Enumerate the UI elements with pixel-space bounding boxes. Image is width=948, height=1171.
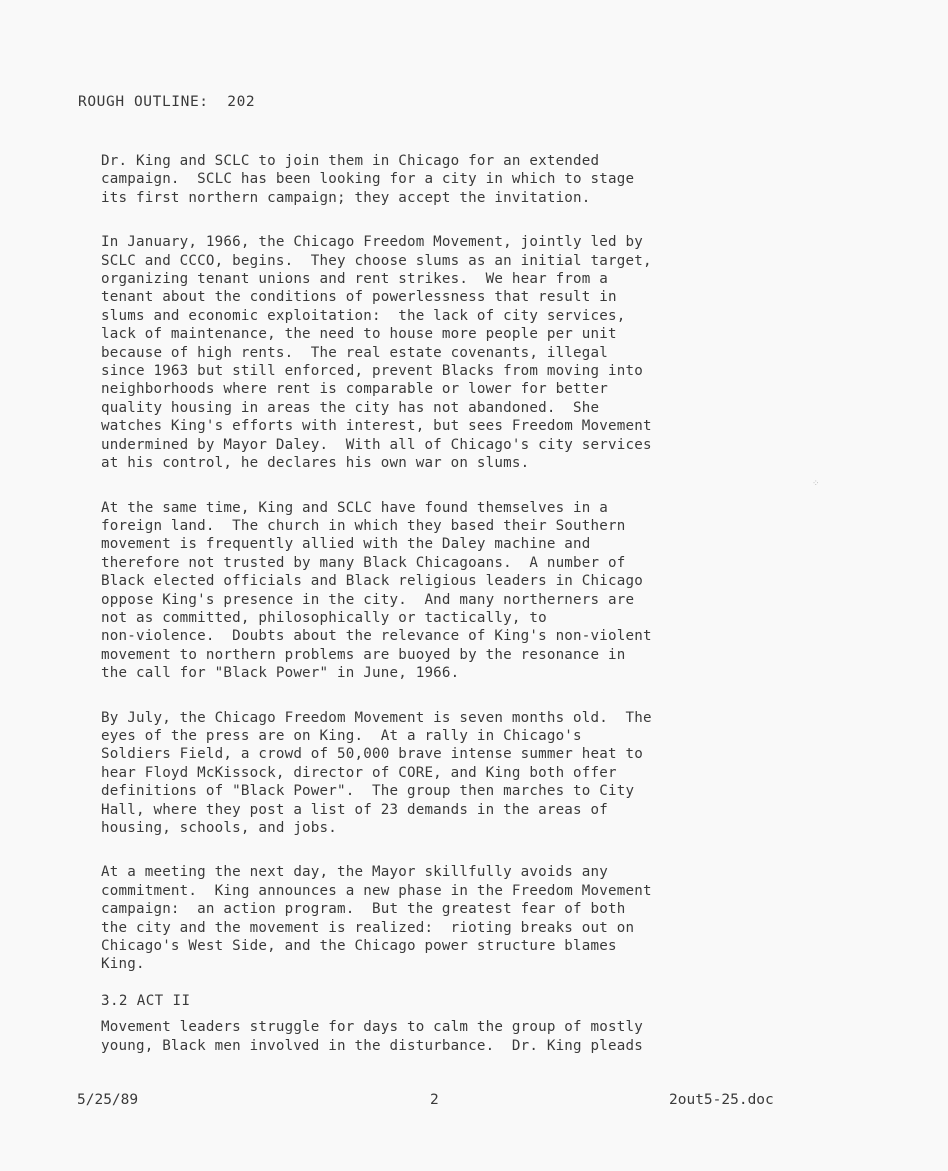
scan-speck-mark: ⁘ [812, 479, 820, 489]
paragraph-invitation: Dr. King and SCLC to join them in Chicago for an extended campaign. SCLC has been looking for a city in which to stage its first northern campaign; they accept the invitation. [101, 153, 635, 206]
paragraph-foreign-land: At the same time, King and SCLC have found themselves in a foreign land. The church in which they based their Southern movement is frequently allied with the Daley machine and therefore not trusted by many Black Chicagoans. A number of Black elected officials and Black religious leaders in Chicago oppose King's presence in the city. And many northerners are not as committed, philosophically or tactically, to non-violence. Doubts about the relevance of King's non-violent movement to northern problems are buoyed by the resonance in the call for "Black Power" in June, 1966. [101, 499, 652, 682]
document-body [101, 152, 821, 1081]
footer-page-number: 2 [430, 1092, 439, 1108]
footer-date: 5/25/89 [77, 1092, 139, 1108]
document-header: ROUGH OUTLINE: 202 [78, 94, 256, 110]
paragraph-movement-leaders: Movement leaders struggle for days to calm the group of mostly young, Black men involved in the disturbance. Dr. King pleads [101, 1019, 643, 1054]
paragraph-mayor-meeting: At a meeting the next day, the Mayor skillfully avoids any commitment. King announces a new phase in the Freedom Movement campaign: an action program. But the greatest fear of both the city and the movement is realized: rioting breaks out on Chicago's West Side, and the Chicago power structure blames King. [101, 864, 652, 973]
footer-filename: 2out5-25.doc [669, 1092, 774, 1108]
section-heading-act-two: 3.2 ACT II [101, 992, 191, 1009]
paragraph-freedom-movement: In January, 1966, the Chicago Freedom Movement, jointly led by SCLC and CCCO, begins. They choose slums as an initial target, organizing tenant unions and rent strikes. We hear from a tenant about the conditions of powerlessness that result in slums and economic exploitation: the lack of city services, lack of maintenance, the need to house more people per unit because of high rents. The real estate covenants, illegal since 1963 but still enforced, prevent Blacks from moving into neighborhoods where rent is comparable or lower for better quality housing in areas the city has not abandoned. She watches King's efforts with interest, but sees Freedom Movement undermined by Mayor Daley. With all of Chicago's city services at his control, he declares his own war on slums. [101, 234, 652, 472]
paragraph-july-rally: By July, the Chicago Freedom Movement is seven months old. The eyes of the press are on King. At a rally in Chicago's Soldiers Field, a crowd of 50,000 brave intense summer heat to hear Floyd McKissock, director of CORE, and King both offer definitions of "Black Power". The group then marches to City Hall, where they post a list of 23 demands in the areas of housing, schools, and jobs. [101, 709, 652, 836]
